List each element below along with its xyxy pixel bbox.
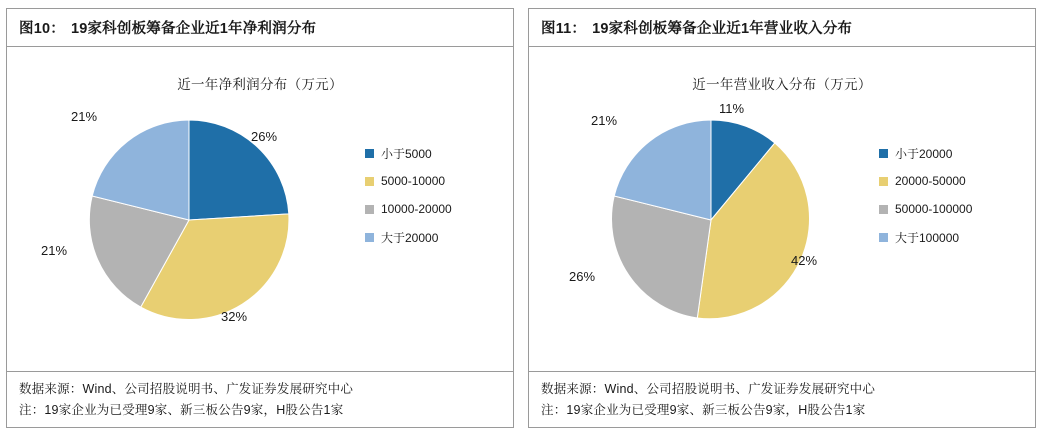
figure-11-note: 注：19家企业为已受理9家、新三板公告9家，H股公告1家 xyxy=(541,402,866,417)
legend-item[interactable] xyxy=(879,139,972,167)
figure-11-number: 图11： xyxy=(541,21,587,37)
figure-10-title: 19家科创板筹备企业近1年净利润分布 xyxy=(70,21,317,37)
pie-10-svg xyxy=(29,105,349,335)
legend-label: 小于5000 xyxy=(381,146,432,161)
pie-11-label-2: 42% xyxy=(791,253,818,268)
figure-11-title: 19家科创板筹备企业近1年营业收入分布 xyxy=(592,21,853,37)
figure-10-number: 图10： xyxy=(19,21,65,37)
chart-10-title: 近一年净利润分布（万元） xyxy=(177,77,343,92)
pie-11-svg xyxy=(551,105,871,335)
pie-11-label-4: 21% xyxy=(591,113,618,128)
figure-11-footer xyxy=(529,372,1035,428)
legend-item[interactable] xyxy=(365,139,452,167)
legend-label: 10000-20000 xyxy=(381,202,452,216)
legend-swatch-icon xyxy=(365,205,374,214)
legend-swatch-icon xyxy=(879,177,888,186)
legend-item[interactable] xyxy=(365,167,452,195)
legend-label: 5000-10000 xyxy=(381,174,446,188)
pie-10-label-2: 32% xyxy=(221,309,248,324)
legend-label: 大于100000 xyxy=(895,230,960,245)
pie-10-label-4: 21% xyxy=(71,109,98,124)
figure-panel-11 xyxy=(528,8,1036,428)
figure-11-source: 数据来源：Wind、公司招股说明书、广发证券发展研究中心 xyxy=(541,381,876,396)
legend-label: 大于20000 xyxy=(381,230,439,245)
legend-swatch-icon xyxy=(879,233,888,242)
pie-11-label-1: 11% xyxy=(719,101,745,116)
legend-swatch-icon xyxy=(365,233,374,242)
pie-chart-11 xyxy=(551,101,871,335)
legend-item[interactable] xyxy=(879,223,972,251)
chart-11-title: 近一年营业收入分布（万元） xyxy=(692,77,872,92)
figure-10-footer xyxy=(7,372,513,428)
pie-11-label-3: 26% xyxy=(569,269,596,284)
figure-11-header xyxy=(529,9,1035,47)
pie-11-legend xyxy=(879,139,972,251)
pie-10-legend xyxy=(365,139,452,251)
legend-swatch-icon xyxy=(879,205,888,214)
figure-10-header xyxy=(7,9,513,47)
legend-label: 20000-50000 xyxy=(895,174,966,188)
figure-10-chart-area xyxy=(7,47,513,372)
legend-label: 小于20000 xyxy=(895,146,953,161)
legend-swatch-icon xyxy=(365,177,374,186)
figure-11-chart-area xyxy=(529,47,1035,372)
legend-label: 50000-100000 xyxy=(895,202,973,216)
figure-10-source: 数据来源：Wind、公司招股说明书、广发证券发展研究中心 xyxy=(19,381,354,396)
pie-10-label-3: 21% xyxy=(41,243,68,258)
legend-item[interactable] xyxy=(879,195,972,223)
figure-10-note: 注：19家企业为已受理9家、新三板公告9家，H股公告1家 xyxy=(19,402,344,417)
legend-swatch-icon xyxy=(879,149,888,158)
legend-item[interactable] xyxy=(365,195,452,223)
legend-item[interactable] xyxy=(365,223,452,251)
legend-item[interactable] xyxy=(879,167,972,195)
pie-chart-10 xyxy=(29,105,349,335)
pie-10-label-1: 26% xyxy=(251,129,278,144)
legend-swatch-icon xyxy=(365,149,374,158)
figure-panel-10 xyxy=(6,8,514,428)
